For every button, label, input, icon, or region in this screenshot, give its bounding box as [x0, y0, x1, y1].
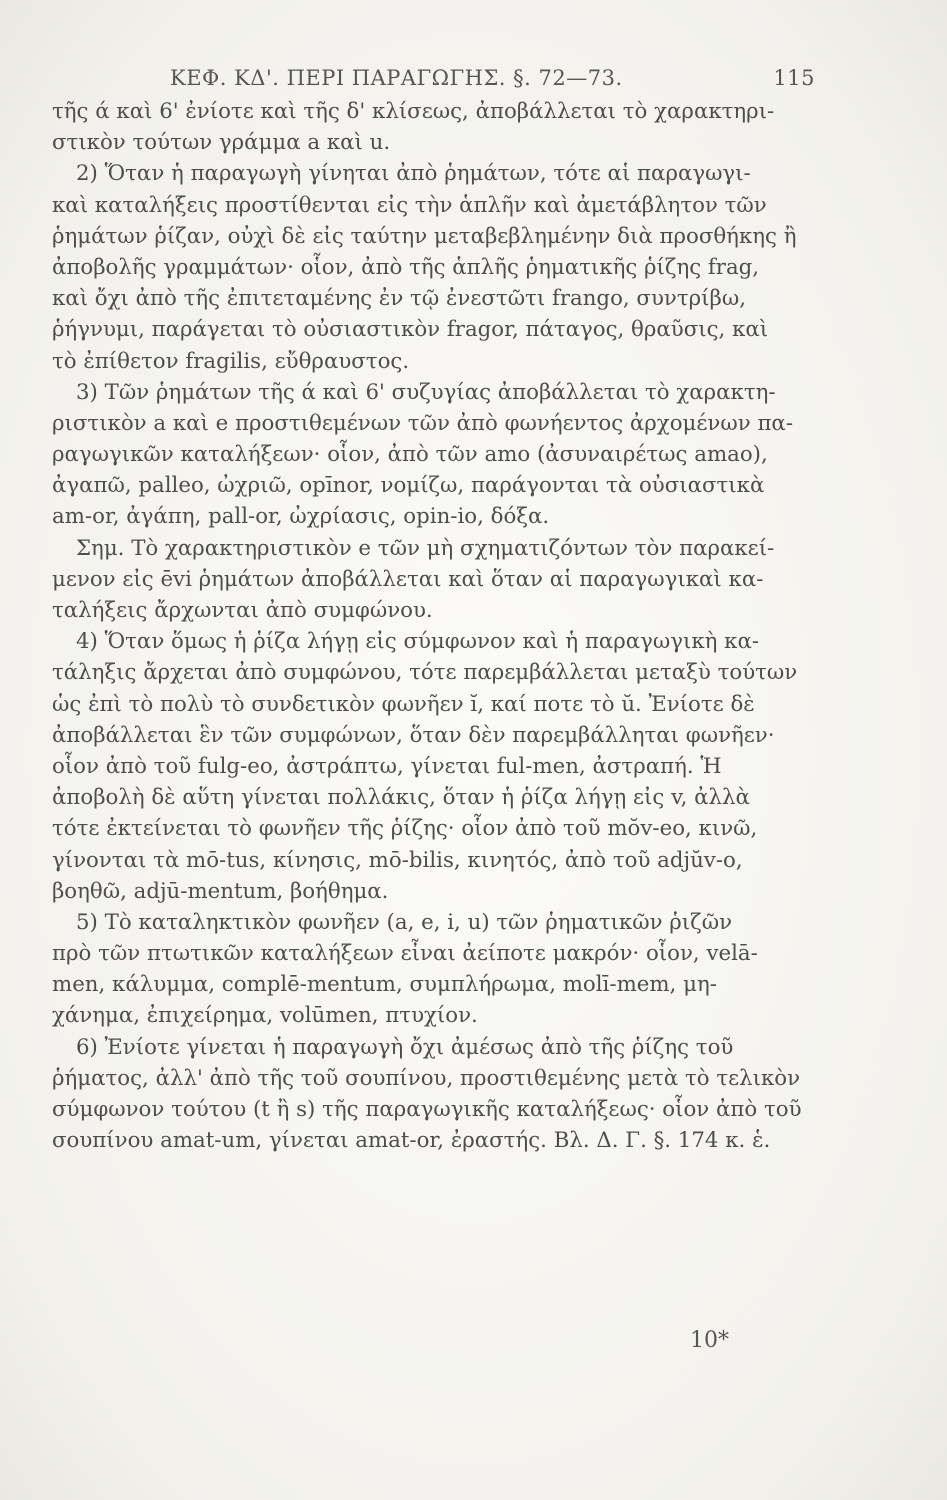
text-line: μενον εἰς ēvi ῥημάτων ἀποβάλλεται καὶ ὅταν αἱ παραγωγικαὶ κα-: [52, 566, 764, 592]
body-text: [52, 96, 827, 1156]
running-head-title: ΚΕΦ. ΚΔ'. ΠΕΡΙ ΠΑΡΑΓΩΓΗΣ. §. 72—73.: [170, 66, 623, 90]
text-line: 5) Τὸ καταληκτικὸν φωνῆεν (a, e, i, u) τῶν ῥηματικῶν ῥιζῶν: [76, 909, 733, 935]
text-line: καὶ ὄχι ἀπὸ τῆς ἐπιτεταμένης ἐν τῷ ἐνεστῶτι frango, συντρίβω,: [52, 286, 746, 312]
text-line: ἀγαπῶ, palleo, ὠχριῶ, opīnor, νομίζω, παράγονται τὰ οὐσιαστικὰ: [52, 473, 765, 499]
text-line: τῆς ά καὶ 6' ἐνίοτε καὶ τῆς δ' κλίσεως, ἀποβάλλεται τὸ χαρακτηρι-: [52, 99, 775, 124]
text-line: γίνονται τὰ mō-tus, κίνησις, mō-bilis, κινητός, ἀπὸ τοῦ adjŭv-o,: [52, 847, 743, 873]
text-line: σουπίνου amat-um, γίνεται amat-or, ἐραστής. Βλ. Δ. Γ. §. 174 κ. ἑ.: [52, 1128, 771, 1154]
text-line: τὸ ἐπίθετον fragilis, εὔθραυστος.: [52, 348, 410, 374]
text-line: στικὸν τούτων γράμμα a καὶ u.: [52, 130, 391, 156]
text-line: ἀποβολῆς γραμμάτων· οἷον, ἀπὸ τῆς ἁπλῆς ῥηματικῆς ῥίζης frag,: [52, 254, 760, 280]
text-line: καὶ καταλήξεις προστίθενται εἰς τὴν ἁπλῆν καὶ ἀμετάβλητον τῶν: [52, 192, 767, 218]
signature-mark: 10*: [690, 1328, 729, 1353]
text-line: ἀποβάλλεται ἓν τῶν συμφώνων, ὅταν δὲν παρεμβάλληται φωνῆεν·: [52, 722, 775, 748]
text-line: am-or, ἀγάπη, pall-or, ὠχρίασις, opin-io, δόξα.: [52, 504, 550, 530]
text-line: χάνημα, ἐπιχείρημα, volūmen, πτυχίον.: [52, 1003, 478, 1029]
text-line: 2) Ὅταν ἡ παραγωγὴ γίνηται ἀπὸ ῥημάτων, τότε αἱ παραγωγι-: [76, 161, 751, 187]
text-line: Σημ. Τὸ χαρακτηριστικὸν e τῶν μὴ σχηματιζόντων τὸν παρακεί-: [76, 535, 775, 561]
text-line: ῥήγνυμι, παράγεται τὸ οὐσιαστικὸν fragor, πάταγος, θραῦσις, καὶ: [52, 317, 769, 343]
text-line: οἷον ἀπὸ τοῦ fulg-eo, ἀστράπτω, γίνεται ful-men, ἀστραπή. Ἡ: [52, 753, 722, 779]
text-line: 6) Ἐνίοτε γίνεται ἡ παραγωγὴ ὄχι ἀμέσως ἀπὸ τῆς ῥίζης τοῦ: [76, 1034, 734, 1060]
page-number: 115: [773, 66, 815, 90]
text-line: men, κάλυμμα, complē-mentum, συμπλήρωμα, molī-mem, μη-: [52, 972, 717, 998]
text-line: ριστικὸν a καὶ e προστιθεμένων τῶν ἀπὸ φωνήεντος ἀρχομένων πα-: [52, 410, 794, 436]
text-line: ραγωγικῶν καταλήξεων· οἷον, ἀπὸ τῶν amo (ἀσυναιρέτως amao),: [52, 442, 768, 468]
text-line: ῥημάτων ῥίζαν, οὐχὶ δὲ εἰς ταύτην μεταβεβλημένην διὰ προσθήκης ἢ: [52, 223, 797, 249]
text-line: 4) Ὅταν ὅμως ἡ ῥίζα λήγῃ εἰς σύμφωνον καὶ ἡ παραγωγικὴ κα-: [76, 629, 760, 655]
text-line: ῥήματος, ἀλλ' ἀπὸ τῆς τοῦ σουπίνου, προστιθεμένης μετὰ τὸ τελικὸν: [52, 1065, 801, 1091]
text-line: 3) Τῶν ῥημάτων τῆς ά καὶ 6' συζυγίας ἀποβάλλεται τὸ χαρακτη-: [76, 379, 776, 405]
text-line: πρὸ τῶν πτωτικῶν καταλήξεων εἶναι ἀείποτε μακρόν· οἷον, velā-: [52, 941, 758, 967]
text-line: ἀποβολὴ δὲ αὕτη γίνεται πολλάκις, ὅταν ἡ ῥίζα λήγῃ εἰς v, ἀλλὰ: [52, 785, 750, 811]
text-line: τότε ἐκτείνεται τὸ φωνῆεν τῆς ῥίζης· οἷον ἀπὸ τοῦ mŏv-eo, κινῶ,: [52, 816, 758, 842]
running-header: [170, 66, 815, 90]
text-line: ὡς ἐπὶ τὸ πολὺ τὸ συνδετικὸν φωνῆεν ĭ, καί ποτε τὸ ŭ. Ἐνίοτε δὲ: [52, 691, 755, 717]
text-line: τάληξις ἄρχεται ἀπὸ συμφώνου, τότε παρεμβάλλεται μεταξὺ τούτων: [52, 660, 798, 686]
text-line: βοηθῶ, adjū-mentum, βοήθημα.: [52, 878, 389, 904]
text-line: σύμφωνον τούτου (t ἢ s) τῆς παραγωγικῆς καταλήξεως· οἷον ἀπὸ τοῦ: [52, 1097, 802, 1122]
text-line: ταλήξεις ἄρχωνται ἀπὸ συμφώνου.: [52, 598, 433, 623]
